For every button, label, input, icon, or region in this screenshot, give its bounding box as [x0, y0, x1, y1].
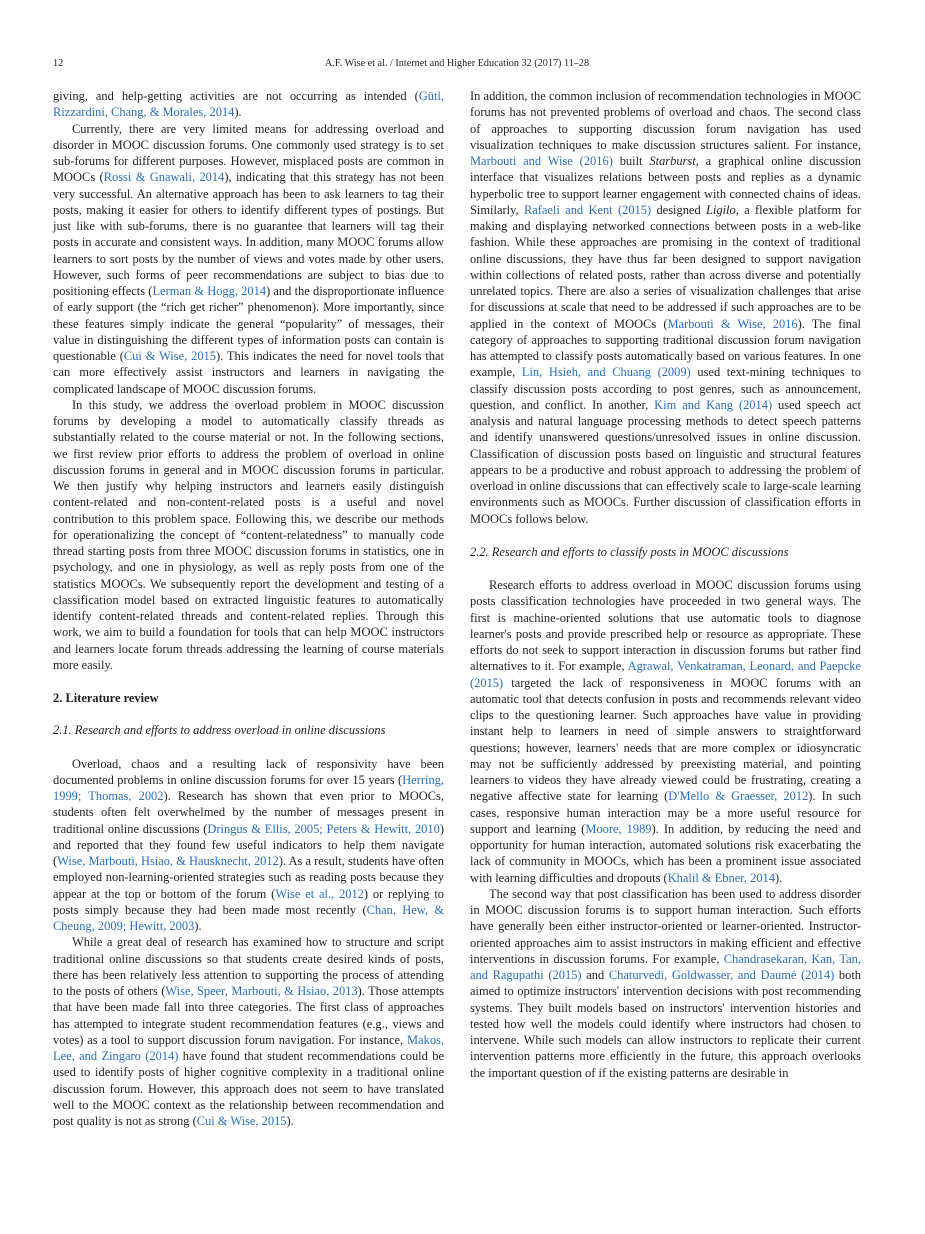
- journal-citation: A.F. Wise et al. / Internet and Higher Education 32 (2017) 11–28: [324, 58, 590, 69]
- citation-link[interactable]: Moore, 1989: [585, 821, 652, 836]
- section-heading: 2. Literature review: [53, 691, 159, 705]
- citation-link[interactable]: Lerman & Hogg, 2014: [152, 284, 267, 298]
- citation-link[interactable]: Lin, Hsieh, and Chuang (2009): [521, 365, 691, 380]
- citation-link[interactable]: Cui & Wise, 2015: [123, 349, 216, 363]
- citation-link[interactable]: Wise, Speer, Marbouti, & Hsiao, 2013: [165, 984, 358, 998]
- citation-link[interactable]: Chan, Hew, & Cheung, 2009; Hewitt, 2003: [53, 902, 444, 933]
- citation-link[interactable]: Herring, 1999; Thomas, 2002: [53, 772, 444, 803]
- citation-link[interactable]: Agrawal, Venkatraman, Leonard, and Paepcke (2015): [470, 659, 861, 690]
- citation-link[interactable]: Kim and Kang (2014): [654, 397, 773, 412]
- citation-link[interactable]: Dringus & Ellis, 2005; Peters & Hewitt, 2010: [207, 821, 440, 836]
- citation-link[interactable]: Rossi & Gnawali, 2014: [103, 170, 225, 185]
- citation-link[interactable]: D'Mello & Graesser, 2012: [668, 789, 809, 804]
- citation-link[interactable]: Chandrasekaran, Kan, Tan, and Ragupathi (2015): [470, 951, 861, 982]
- subsection-heading: 2.2. Research and efforts to classify posts in MOOC discussions: [470, 544, 789, 559]
- subsection-heading: 2.1. Research and efforts to address overload in online discussions: [53, 723, 386, 738]
- paragraph: Currently, there are very limited means for addressing overload and disorder in MOOC discussion forums. One commonly used strategy is to set sub-forums for different purposes. However, misplaced posts are common in MOOCs (Rossi & Gnawali, 2014), indicating that this strategy has not been very successful. An alternative approach has been to ask learners to tag their posts, making it easier for others to identify different types of postings. But just like with sub-forums, there is no guarantee that learners will tag their posts in accurate and consistent ways. In addition, many MOOC forums allow learners to sort posts by the number of views and votes made by other users. However, such forms of peer recommendations are subject to bias due to positioning effects (Lerman & Hogg, 2014) and the disproportionate influence of early support (the “rich get richer” phenomenon). More importantly, since these features simply indicate the general “popularity” of messages, their value in distinguishing the different types of information posts can contain is questionable (Cui & Wise, 2015). This indicates the need for novel tools that can more effectively assist instructors and learners in navigating the complicated landscape of MOOC discussion forums.: [53, 121, 444, 396]
- citation-link[interactable]: Khalil & Ebner, 2014: [667, 870, 775, 885]
- left-column: [53, 88, 444, 1129]
- citation-link[interactable]: Wise et al., 2012: [275, 886, 364, 901]
- running-header: [53, 57, 861, 71]
- citation-link[interactable]: Rafaeli and Kent (2015): [523, 202, 652, 217]
- citation-link[interactable]: Makos, Lee, and Zingaro (2014): [53, 1032, 444, 1063]
- paragraph: The second way that post classification has been used to address disorder in MOOC discussion forums is to support human interaction. Such efforts have generally been either instructor-oriented or learner-oriented. Instructor-oriented approaches aim to assist instructors in making efficient and effective interventions in discussion forums. For example, Chandrasekaran, Kan, Tan, and Ragupathi (2015) and Chaturvedi, Goldwasser, and Daumé (2014) both aimed to optimize instructors' intervention decisions with post recommending systems. They built models based on instructors' intervention histories and tested how well the models could identify where instructors had chosen to intervene. While such models can allow instructors to replicate their current intervention patterns more efficiently in the future, this approach overlooks the important question of if the existing patterns are desirable in: [470, 886, 861, 1080]
- paragraph: In this study, we address the overload problem in MOOC discussion forums by developing a model to automatically classify threads as substantially related to the course material or not. In the following sections, we first review prior efforts to address the problem of overload in online discussion forums in general and in MOOC discussion forums in particular. We then justify why helping instructors and learners easily distinguish content-related and non-content-related posts is a useful and novel contribution to this problem space. Following this, we describe our methods for operationalizing the concept of “content-relatedness” to manually code thread starting posts from three MOOC discussion forums in statistics, one in psychology, and one in physiology, as well as reply posts from one of the statistics MOOCs. We subsequently report the development and testing of a classification model based on extracted linguistic features to automatically identify content-related threads and content-related replies. Through this work, we aim to build a foundation for tools that can help MOOC instructors and learners locate forum threads addressing the learning of course materials more easily.: [53, 397, 444, 672]
- citation-link[interactable]: Chaturvedi, Goldwasser, and Daumé (2014): [608, 968, 835, 982]
- paragraph: In addition, the common inclusion of recommendation technologies in MOOC forums has not prevented problems of overload and chaos. The second class of approaches to supporting discussion forum navigation has used visualization techniques to make discussion structures salient. For instance, Marbouti and Wise (2016) built Starburst, a graphical online discussion interface that visualizes relations between posts and replies as a dynamic hyperbolic tree to support learner engagement with connected chains of ideas. Similarly, Rafaeli and Kent (2015) designed Ligilo, a flexible platform for making and displaying networked connections between posts in a web-like fashion. While these approaches are promising in the context of traditional online discussions, they have thus far been designed to support navigation within collections of related posts, rather than across diverse and potentially unrelated topics. There are also a series of visualization challenges that arise for discussions at scale that need to be addressed if such approaches are to be applied in the context of MOOCs (Marbouti & Wise, 2016). The final category of approaches to supporting traditional discussion forum navigation has attempted to classify posts automatically based on various features. In one example, Lin, Hsieh, and Chuang (2009) used text-mining techniques to classify discussion posts according to post genres, such as announcement, question, and conflict. In another, Kim and Kang (2014) used speech act analysis and natural language processing methods to detect speech patterns and identify unanswered questions/unresolved issues in online discussion. Classification of discussion posts based on linguistic and structural features appears to be a productive and robust approach to addressing the problem of overload in online discussions that can effectively scale to large-scale learning environments such as MOOCs. Further discussion of classification efforts in MOOCs follows below.: [470, 89, 862, 526]
- paragraph: Research efforts to address overload in MOOC discussion forums using posts classification technologies have proceeded in two general ways. The first is machine-oriented solutions that use automatic tools to diagnose learner's posts and provide prescribed help or resource as appropriate. These efforts do not seek to support interaction in discussion forums but rather find alternatives to it. For example, Agrawal, Venkatraman, Leonard, and Paepcke (2015) targeted the lack of responsiveness in MOOC forums with an automatic tool that detects confusion in posts and recommends relevant video clips to the questioning learner. Such approaches have value in providing instant help to learners in need of simple answers to straightforward questions; however, learners' needs that are more complex or idiosyncratic may not be sufficiently addressed by preexisting material, and pointing learners to videos they have already viewed could be frustrating, creating a negative affective state for learning (D'Mello & Graesser, 2012). In such cases, responsive human interaction may be a more useful resource for support and learning (Moore, 1989). In addition, by reducing the need and opportunity for human interaction, automated solutions risk exacerbating the lack of community in MOOCs, which has been a prominent issue associated with learning difficulties and dropouts (Khalil & Ebner, 2014).: [470, 578, 861, 885]
- paragraph: Overload, chaos and a resulting lack of responsivity have been documented problems in online discussion forums for over 15 years (Herring, 1999; Thomas, 2002). Research has shown that even prior to MOOCs, students often felt overwhelmed by the number of messages present in traditional online discussions (Dringus & Ellis, 2005; Peters & Hewitt, 2010) and reported that they found few useful indicators to help them navigate (Wise, Marbouti, Hsiao, & Hausknecht, 2012). As a result, students have often employed non-learning-oriented strategies such as reading posts because they appear at the top or bottom of the forum (Wise et al., 2012) or replying to posts simply because they had been made most recently (Chan, Hew, & Cheung, 2009; Hewitt, 2003).: [53, 756, 445, 933]
- citation-link[interactable]: Marbouti and Wise (2016): [470, 154, 613, 168]
- page-number: 12: [53, 58, 64, 69]
- citation-link[interactable]: Marbouti & Wise, 2016: [667, 316, 798, 331]
- citation-link[interactable]: Wise, Marbouti, Hsiao, & Hausknecht, 2012: [57, 854, 279, 868]
- paragraph: giving, and help-getting activities are not occurring as intended (Gütl, Rizzardini, Chang, & Morales, 2014).: [53, 89, 444, 120]
- paragraph: While a great deal of research has examined how to structure and script traditional online discussions so that students create desired kinds of posts, there has been relatively less attention to supporting the process of attending to the posts of others (Wise, Speer, Marbouti, & Hsiao, 2013). Those attempts that have been made fall into three categories. The first class of approaches has attempted to integrate student recommendation features (e.g., views and votes) as a tool to support discussion forum navigation. For instance, Makos, Lee, and Zingaro (2014) have found that student recommendations could be used to identify posts of higher cognitive complexity in a traditional online discussion forum. However, this approach does not seem to have translated well to the MOOC context as the relationship between recommendation and post quality is not as strong (Cui & Wise, 2015).: [53, 935, 445, 1128]
- citation-link[interactable]: Gütl, Rizzardini, Chang, & Morales, 2014: [53, 89, 444, 120]
- right-column: [470, 88, 861, 1081]
- citation-link[interactable]: Cui & Wise, 2015: [196, 1114, 287, 1128]
